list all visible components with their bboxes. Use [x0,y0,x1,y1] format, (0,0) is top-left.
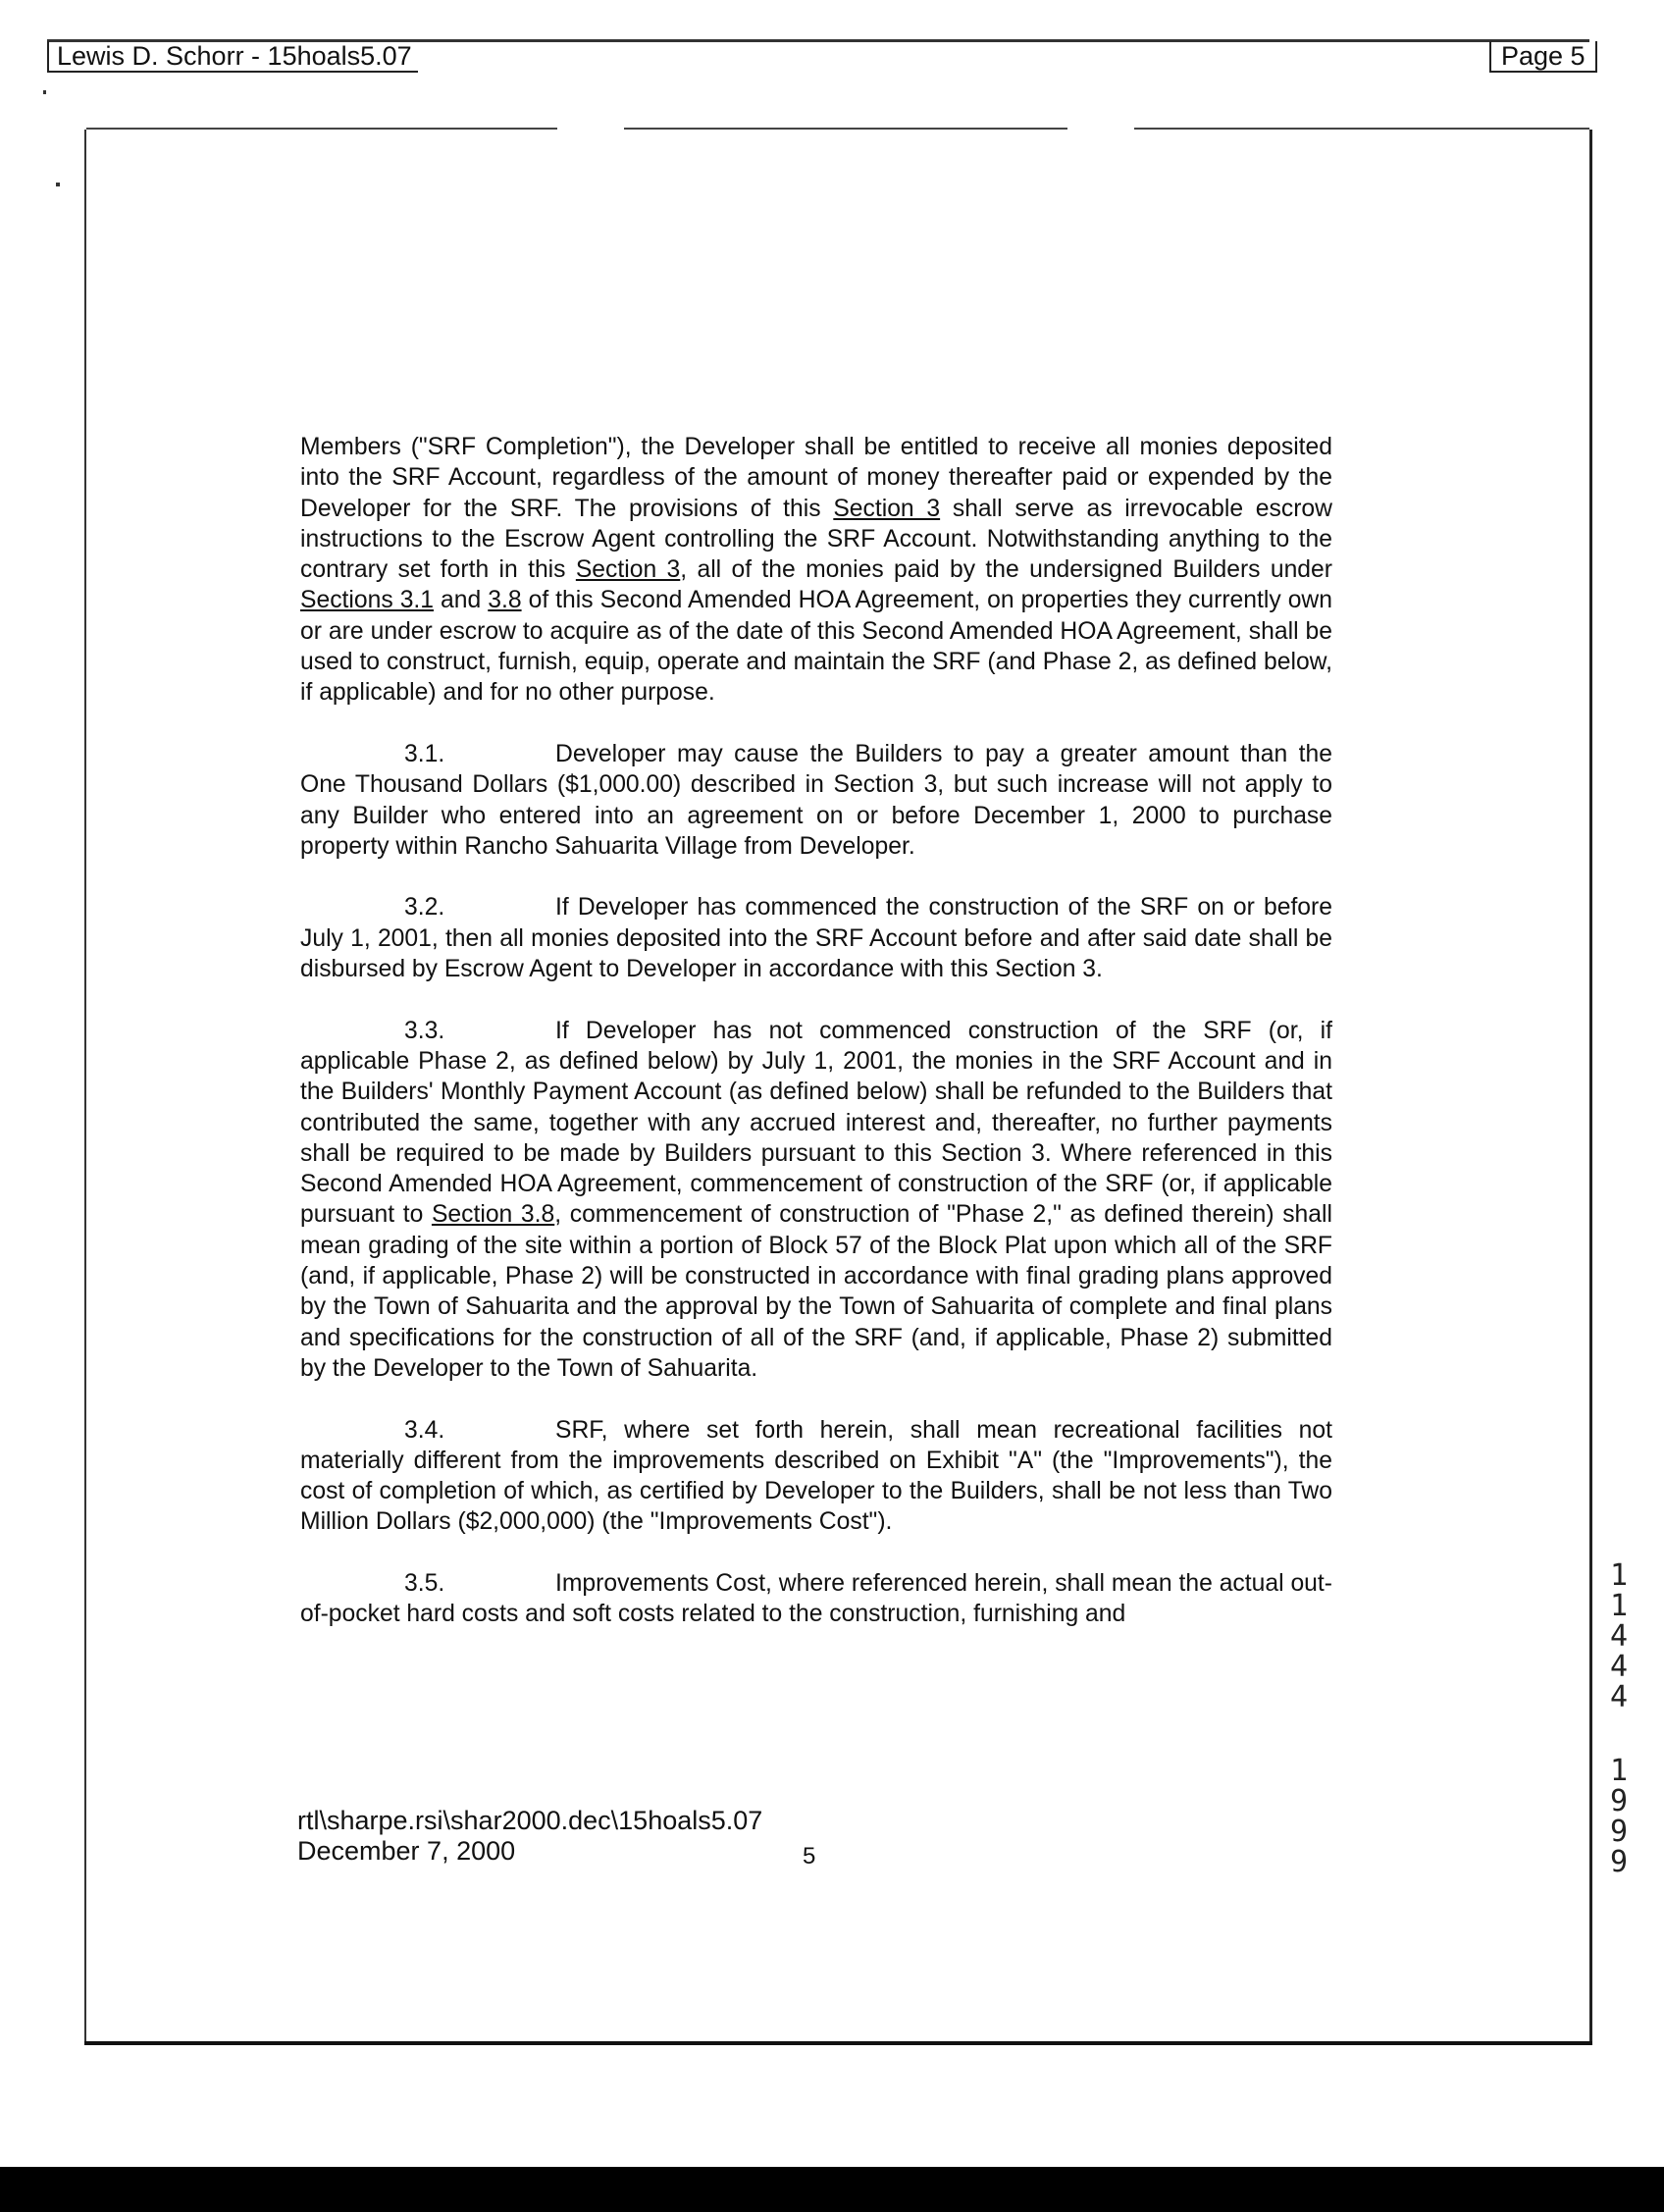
section-text: SRF, where set forth herein, shall mean recreational facilities not materially different from the improvements described on Exhibit "A" (the "Improvements"), the cost of completion of which, as certified by Developer to the Builders, shall be not less than Two Million Dollars ($2,000,000) (the "Improvements Cost"). [300,1416,1332,1536]
intro-paragraph: Members ("SRF Completion"), the Developer shall be entitled to receive all monies deposited into the SRF Account, regardless of the amount of money thereafter paid or expended by the Developer for the SRF. The provisions of this Section 3 shall serve as irrevocable escrow instructions to the Escrow Agent controlling the SRF Account. Notwithstanding anything to the contrary set forth in this Section 3, all of the monies paid by the undersigned Builders under Sections 3.1 and 3.8 of this Second Amended HOA Agreement, on properties they currently own or are under escrow to acquire as of the date of this Second Amended HOA Agreement, shall be used to construct, furnish, equip, operate and maintain the SRF (and Phase 2, as defined below, if applicable) and for no other purpose. [300,434,1332,707]
section-number: 3.4. [404,1416,445,1444]
footer-date: December 7, 2000 [297,1836,516,1866]
bates-digit: 9 [1609,1845,1629,1879]
section-3-5 [300,1568,1332,1630]
section-reference: 3.8 [488,587,522,614]
bates-digit: 4 [1609,1680,1629,1714]
section-text: Improvements Cost, where referenced herein, shall mean the actual out-of-pocket hard costs and soft costs related to the construction, furnishing and [300,1569,1332,1628]
section-3-3 [300,1016,1332,1385]
section-3-1 [300,739,1332,862]
section-number: 3.1. [404,740,445,767]
scan-speck [56,183,60,186]
bates-digit: 4 [1609,1619,1629,1654]
section-reference: Section 3.8 [431,1201,555,1229]
scan-bottom-edge [0,2167,1664,2212]
section-number: 3.2. [404,894,445,922]
bates-digit: 4 [1609,1650,1629,1684]
section-number: 3.3. [404,1017,445,1044]
page-number: 5 [803,1843,816,1870]
section-3-4 [300,1415,1332,1538]
frame-left-border [84,130,86,2045]
section-text: If Developer has commenced the construction of the SRF on or before July 1, 2001, then all monies deposited into the SRF Account before and after said date shall be disbursed by Escrow Agent to Developer in accordance with this Section 3. [300,894,1332,983]
section-3-2 [300,892,1332,984]
section-text: , commencement of construction of "Phase 2," as defined therein) shall mean grading of the site within a portion of Block 57 of the Block Plat upon which all of the SRF (and, if applicable, Phase 2) will be constructed in accordance with final grading plans approved by the Town of Sahuarita and the approval by the Town of Sahuarita of complete and final plans and specifications for the construction of all of the SRF (and, if applicable, Phase 2) submitted by the Developer to the Town of Sahuarita. [300,1201,1332,1382]
section-reference: Sections 3.1 [300,587,435,614]
frame-top-segment [86,128,557,130]
page-label: Page 5 [1489,41,1597,73]
bates-digit: 1 [1609,1754,1629,1788]
frame-top-segment [1134,128,1589,130]
footer-path: rtl\sharpe.rsi\shar2000.dec\15hoals5.07 [297,1806,763,1835]
bates-digit: 9 [1609,1784,1629,1818]
document-label: Lewis D. Schorr - 15hoals5.07 [47,41,418,73]
frame-bottom-border [84,2041,1592,2045]
frame-right-border [1589,130,1592,2045]
section-text: If Developer has not commenced construction of the SRF (or, if applicable Phase 2, as defined below) by July 1, 2001, the monies in the SRF Account and in the Builders' Monthly Payment Account (as defined below) shall be refunded to the Builders that contributed the same, together with any accrued interest and, thereafter, no further payments shall be required to be made by Builders pursuant to this Section 3. Where referenced in this Second Amended HOA Agreement, commencement of construction of the SRF (or, if applicable pursuant to [300,1017,1332,1229]
section-reference: Section 3 [575,556,681,584]
frame-top-segment [624,128,1067,130]
bates-digit: 9 [1609,1815,1629,1849]
section-text: Developer may cause the Builders to pay a greater amount than the One Thousand Dollars ($1,000.00) described in Section 3, but such increase will not apply to any Builder who entered into an agreement on or before December 1, 2000 to purchase property within Rancho Sahuarita Village from Developer. [300,740,1332,860]
bates-stamp [1605,1560,1633,1877]
footer [297,1806,762,1867]
bates-digit: 1 [1609,1558,1629,1593]
bates-digit: 1 [1609,1589,1629,1623]
document-body [300,432,1332,1660]
scan-speck [43,90,46,94]
section-number: 3.5. [404,1569,445,1597]
section-reference: Section 3 [833,495,941,522]
